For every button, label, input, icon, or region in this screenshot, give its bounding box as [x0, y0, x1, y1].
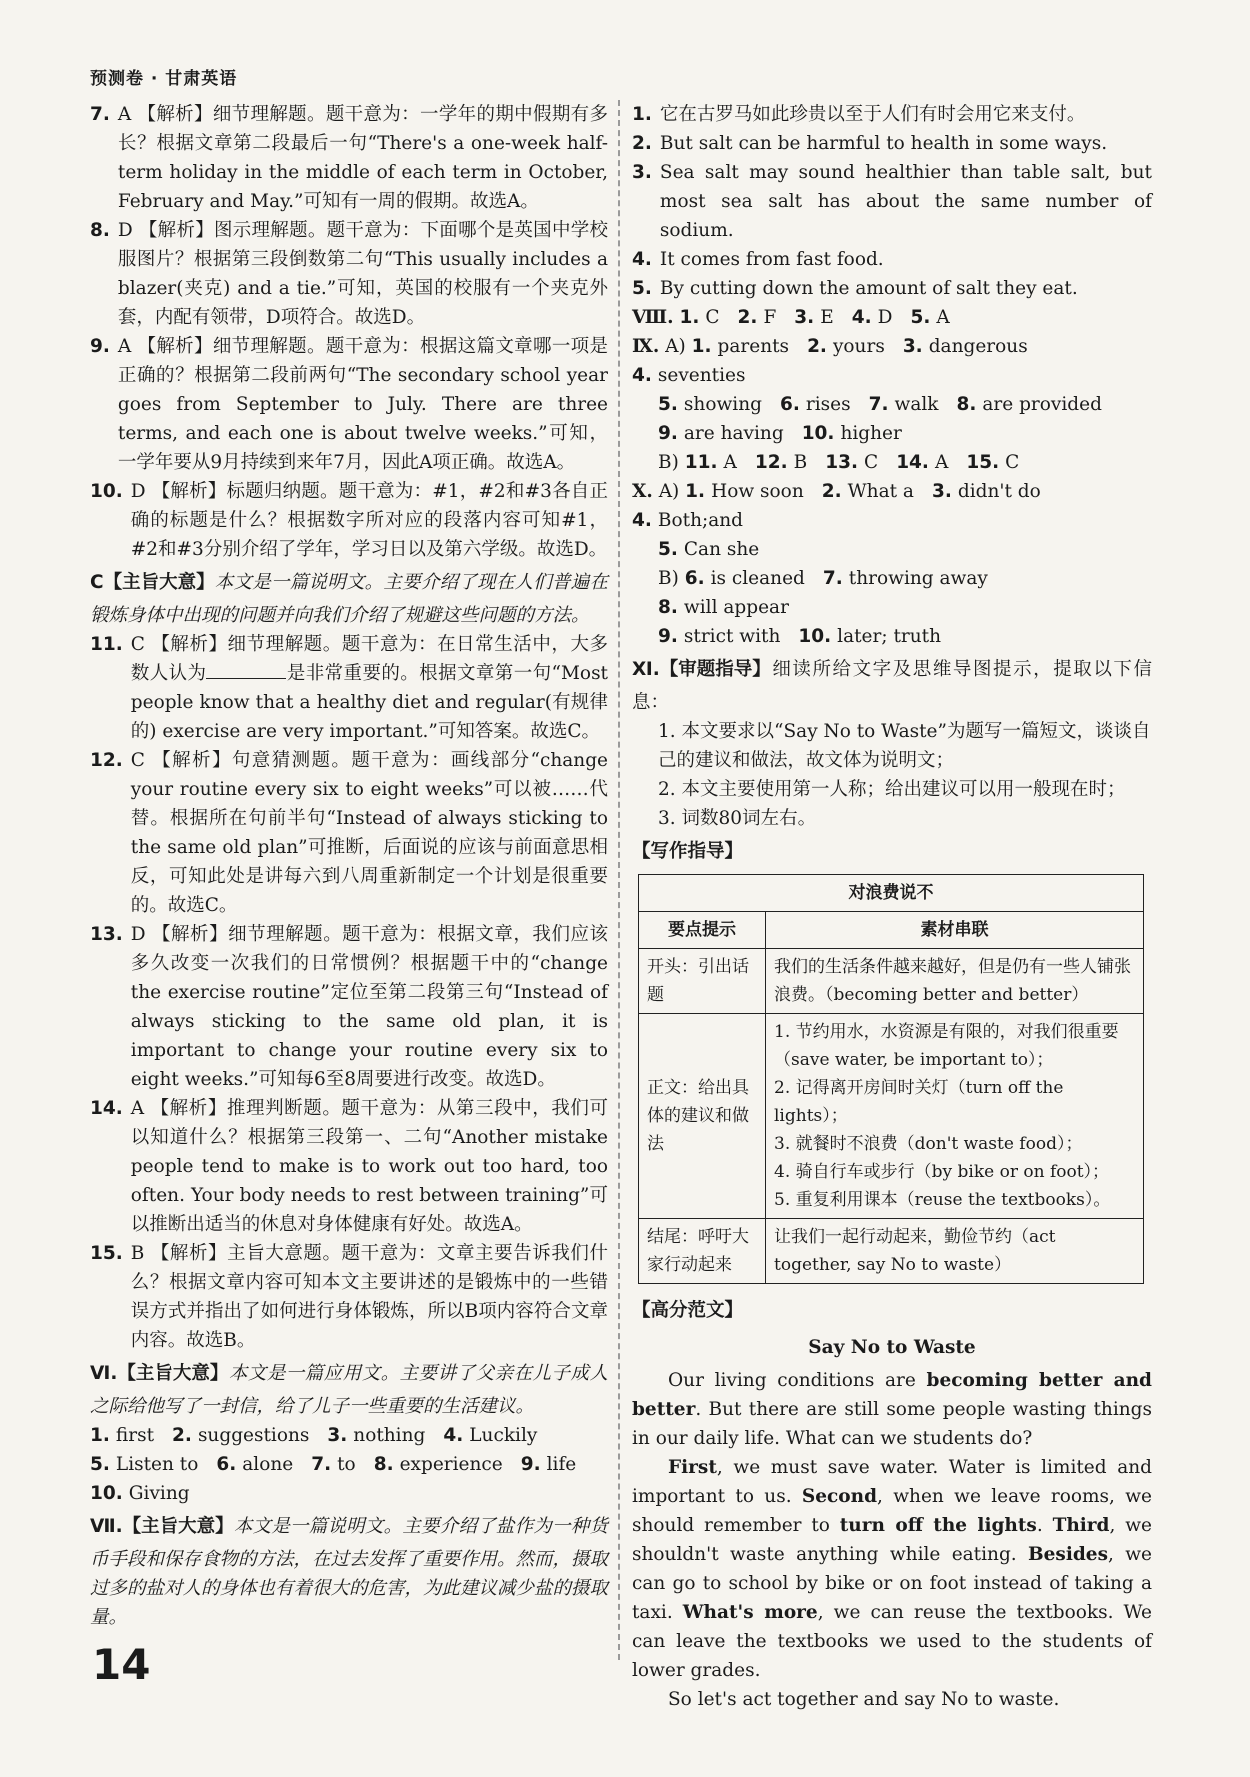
answer-item: 7. A 【解析】细节理解题。题干意为：一学年的期中假期有多长？根据文章第二段最后一句“There's a one-week half-term holiday in the middle of each term in October, February and May.”可知有一周的假期。故选A。	[90, 104, 608, 212]
section-vi-answers: 1. first 2. suggestions 3. nothing 4. Luckily	[90, 1425, 538, 1446]
answer-item: 11. C 【解析】细节理解题。题干意为：在日常生活中，大多数人认为 是非常重要的。根据文章第一句“Most people know that a healthy diet and regular(有规律的) exercise are very important.”可知答案。故选C。	[90, 634, 608, 742]
page-number: 14	[92, 1640, 151, 1689]
section-vi-summary: Ⅵ.【主旨大意】本文是一篇应用文。主要讲了父亲在儿子成人之际给他写了一封信，给了儿子一些重要的生活建议。	[90, 1363, 608, 1417]
section-ix-answers: Ⅸ. A) 1. parents 2. yours 3. dangerous4. seventies 5. showing 6. rises 7. walk 8. are provided 9. are having 10. higher B) 11. A 12. B 13. C 14. A 15. C	[632, 336, 1102, 473]
outline-row: 正文：给出具体的建议和做法 1. 节约用水，水资源是有限的，对我们很重要（save water, be important to）； 2. 记得离开房间时关灯（turn off the lights）； 3. 就餐时不浪费（don't waste food）； 4. 骑自行车或步行（by bike or on foot）； 5. 重复利用课本（reuse the textbooks）。	[639, 1014, 1144, 1219]
section-c-summary: C【主旨大意】本文是一篇说明文。主要介绍了现在人们普遍在锻炼身体中出现的问题并向我们介绍了规避这些问题的方法。	[90, 572, 608, 626]
page-header: 预测卷 · 甘肃英语	[90, 69, 238, 89]
answer-item: 9. A 【解析】细节理解题。题干意为：根据这篇文章哪一项是正确的？根据第二段前两句“The secondary school year goes from September to July. There are three terms, and each one is about twelve weeks.”可知，一学年要从9月持续到来年7月，因此A项正确。故选A。	[90, 336, 608, 473]
model-essay: Our living conditions are becoming better and better. But there are still some people wasting things in our daily life. What can we students do? First, we must save water. Water is limited and important to us. Second, when we leave rooms, we should remember to turn off the lights. Third, we shouldn't waste anything while eating. Besides, we can go to school by bike or on foot instead of taking a taxi. What's more, we can reuse the textbooks. We can leave the textbooks we used to the students of lower grades. So let's act together and say No to waste.	[632, 1370, 1153, 1710]
section-xi-guide: Ⅺ.【审题指导】细读所给文字及思维导图提示，提取以下信息：	[632, 659, 1152, 713]
outline-col-header: 素材串联	[766, 912, 1144, 949]
guide-point: 2. 本文主要使用第一人称；给出建议可以用一般现在时；	[658, 779, 1126, 800]
section-x-answers: Ⅹ. A) 1. How soon 2. What a 3. didn't do4. Both;and 5. Can she B) 6. is cleaned 7. throwing away8. will appear 9. strict with 10. later; truth	[632, 481, 1041, 647]
model-essay-label: 【高分范文】	[632, 1300, 744, 1321]
outline-row: 结尾：呼吁大家行动起来 让我们一起行动起来，勤俭节约（act together, say No to waste）	[639, 1219, 1144, 1284]
answer-item: 14. A 【解析】推理判断题。题干意为：从第三段中，我们可以知道什么？根据第三段第一、二句“Another mistake people tend to make is to work out too hard, too often. Your body needs to rest between training”可以推断出适当的休息对身体健康有好处。故选A。	[90, 1098, 608, 1235]
answer-item: 8. D 【解析】图示理解题。题干意为：下面哪个是英国中学校服图片？根据第三段倒数第二句“This usually includes a blazer(夹克) and a tie.”可知，英国的校服有一个夹克外套，内配有领带，D项符合。故选D。	[90, 220, 608, 328]
section-vii-summary: Ⅶ.【主旨大意】本文是一篇说明文。主要介绍了盐作为一种货币手段和保存食物的方法，在过去发挥了重要作用。然而，摄取过多的盐对人的身体也有着很大的危害，为此建议减少盐的摄取量。	[90, 1516, 609, 1628]
section-vi-answers: 5. Listen to 6. alone 7. to 8. experience 9. life	[90, 1454, 577, 1475]
outline-table	[638, 874, 1144, 1284]
outline-col-header: 要点提示	[639, 912, 766, 949]
answer-item: 15. B 【解析】主旨大意题。题干意为：文章主要告诉我们什么？根据文章内容可知本文主要讲述的是锻炼中的一些错误方式并指出了如何进行身体锻炼，所以B项内容符合文章内容。故选B。	[90, 1243, 608, 1351]
guide-point: 3. 词数80词左右。	[658, 808, 817, 829]
fill-blank	[206, 660, 286, 679]
section-viii-answers: Ⅷ. 1. C 2. F 3. E 4. D 5. A	[632, 307, 950, 328]
writing-guide-label: 【写作指导】	[632, 841, 744, 862]
answer-item: 3. Sea salt may sound healthier than table salt, but most sea salt has about the same number of sodium.	[632, 162, 1152, 241]
guide-point: 1. 本文要求以“Say No to Waste”为题写一篇短文，谈谈自己的建议和做法，故文体为说明文；	[658, 721, 1151, 771]
left-column	[90, 100, 608, 1632]
answer-item: 4. It comes from fast food.	[632, 249, 884, 270]
right-column	[632, 100, 1152, 1714]
answer-item: 5. By cutting down the amount of salt they eat.	[632, 278, 1078, 299]
outline-row: 开头：引出话题 我们的生活条件越来越好，但是仍有一些人铺张浪费。（becoming better and better）	[639, 949, 1144, 1014]
column-divider	[618, 100, 620, 1660]
answer-item: 1. 它在古罗马如此珍贵以至于人们有时会用它来支付。	[632, 104, 1086, 125]
answer-item: 2. But salt can be harmful to health in some ways.	[632, 133, 1108, 154]
answer-item: 10. D 【解析】标题归纳题。题干意为：#1，#2和#3各自正确的标题是什么？根据数字所对应的段落内容可知#1，#2和#3分别介绍了学年，学习日以及第六学级。故选D。	[90, 481, 608, 560]
answer-item: 12. C 【解析】句意猜测题。题干意为：画线部分“change your routine every six to eight weeks”可以被……代替。根据所在句前半句“Instead of always sticking to the same old plan”可推断，后面说的应该与前面意思相反，可知此处是讲每六到八周重新制定一个计划是很重要的。故选C。	[90, 750, 608, 916]
section-vi-answers: 10. Giving	[90, 1483, 190, 1504]
answer-item: 13. D 【解析】细节理解题。题干意为：根据文章，我们应该多久改变一次我们的日常惯例？根据题干中的“change the exercise routine”定位至第二段第三句“Instead of always sticking to the same old plan, it is important to change your routine every six to eight weeks.”可知每6至8周要进行改变。故选D。	[90, 924, 608, 1090]
essay-title: Say No to Waste	[808, 1337, 976, 1358]
outline-title: 对浪费说不	[639, 875, 1144, 912]
